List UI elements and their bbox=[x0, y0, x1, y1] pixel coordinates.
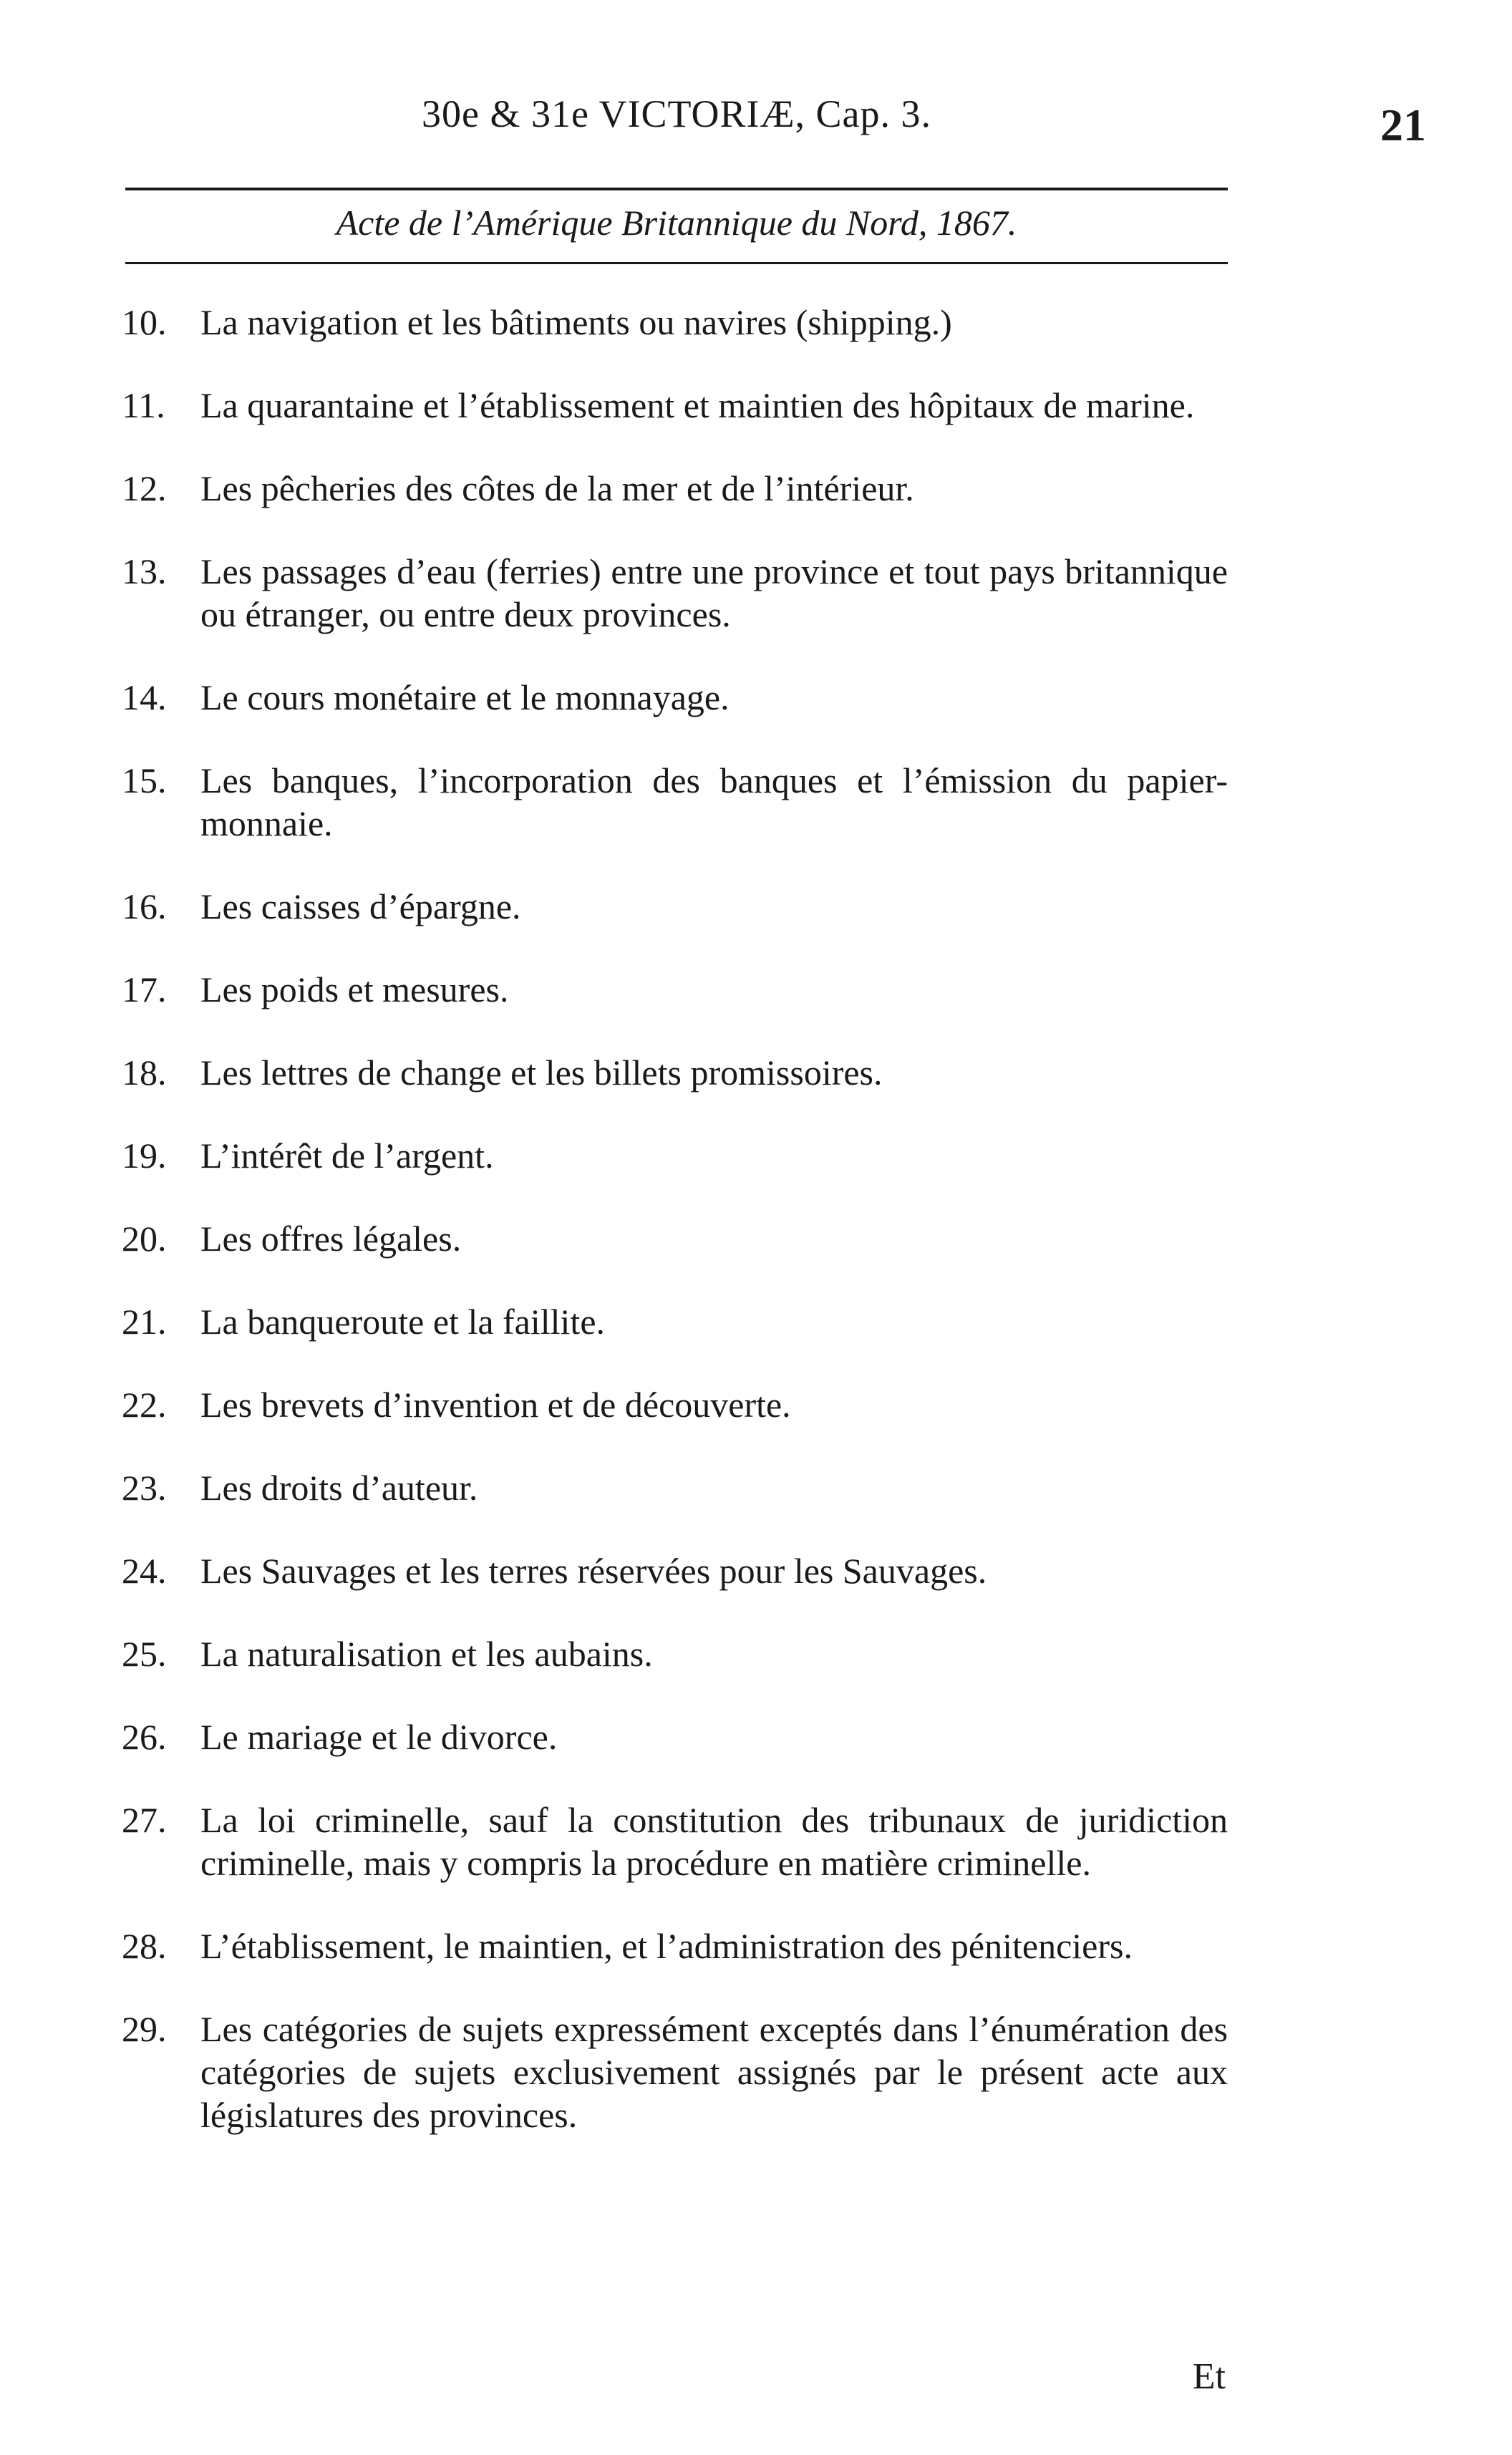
item-text: Les offres légales. bbox=[200, 1219, 462, 1259]
list-item bbox=[122, 301, 1228, 344]
item-number: 18. bbox=[122, 1052, 167, 1093]
list-item bbox=[122, 1632, 1228, 1675]
item-text: Le mariage et le divorce. bbox=[200, 1717, 558, 1757]
running-head bbox=[125, 92, 1228, 149]
list-item bbox=[122, 885, 1228, 928]
item-number: 25. bbox=[122, 1634, 167, 1674]
list-item bbox=[122, 676, 1228, 719]
header-rule-top bbox=[125, 188, 1228, 190]
item-number: 27. bbox=[122, 1800, 167, 1840]
list-item bbox=[122, 2008, 1228, 2136]
list-item bbox=[122, 1549, 1228, 1592]
item-number: 20. bbox=[122, 1219, 167, 1259]
page-number: 21 bbox=[1380, 100, 1426, 150]
item-text: Le cours monétaire et le monnayage. bbox=[200, 677, 730, 717]
item-text: Les caisses d’épargne. bbox=[200, 886, 521, 926]
item-number: 21. bbox=[122, 1302, 167, 1342]
item-text: Les banques, l’incorporation des banques et l’émission du papier-monnaie. bbox=[200, 760, 1228, 843]
item-text: Les lettres de change et les billets promissoires. bbox=[200, 1052, 883, 1093]
item-text: L’établissement, le maintien, et l’administration des pénitenciers. bbox=[200, 1926, 1133, 1966]
item-number: 15. bbox=[122, 760, 167, 800]
item-text: Les passages d’eau (ferries) entre une province et tout pays britannique ou étranger, ou entre deux provinces. bbox=[200, 551, 1228, 634]
item-text: Les pêcheries des côtes de la mer et de l’intérieur. bbox=[200, 468, 914, 508]
item-number: 26. bbox=[122, 1717, 167, 1757]
item-number: 29. bbox=[122, 2009, 167, 2049]
item-text: L’intérêt de l’argent. bbox=[200, 1136, 494, 1176]
list-item bbox=[122, 1383, 1228, 1426]
list-item bbox=[122, 1924, 1228, 1967]
item-number: 12. bbox=[122, 468, 167, 508]
list-item bbox=[122, 759, 1228, 845]
item-number: 19. bbox=[122, 1136, 167, 1176]
item-number: 23. bbox=[122, 1468, 167, 1508]
item-number: 28. bbox=[122, 1926, 167, 1966]
item-number: 24. bbox=[122, 1551, 167, 1591]
list-item bbox=[122, 384, 1228, 427]
item-number: 14. bbox=[122, 677, 167, 717]
header-rule-bottom bbox=[125, 262, 1228, 264]
list-item bbox=[122, 1798, 1228, 1884]
list-item bbox=[122, 1134, 1228, 1177]
item-number: 10. bbox=[122, 302, 167, 342]
list-item bbox=[122, 1300, 1228, 1343]
list-item bbox=[122, 968, 1228, 1011]
running-title: 30e & 31e VICTORIÆ, Cap. 3. bbox=[422, 92, 931, 135]
list-item bbox=[122, 1051, 1228, 1094]
item-number: 13. bbox=[122, 551, 167, 591]
item-text: La loi criminelle, sauf la constitution des tribunaux de juridiction criminelle, mais y compris la procédure en matière criminelle. bbox=[200, 1800, 1228, 1883]
item-number: 16. bbox=[122, 886, 167, 926]
list-item bbox=[122, 1715, 1228, 1758]
act-subtitle: Acte de l’Amérique Britannique du Nord, 1867. bbox=[336, 203, 1017, 243]
item-text: Les poids et mesures. bbox=[200, 969, 509, 1009]
item-text: Les Sauvages et les terres réservées pour les Sauvages. bbox=[200, 1551, 987, 1591]
list-item bbox=[122, 550, 1228, 636]
list-item bbox=[122, 1466, 1228, 1509]
item-number: 22. bbox=[122, 1385, 167, 1425]
item-number: 17. bbox=[122, 969, 167, 1009]
item-text: Les catégories de sujets expressément exceptés dans l’énumération des catégories de sujets exclusivement assignés par le présent acte aux législatures des provinces. bbox=[200, 2009, 1228, 2135]
item-text: Les droits d’auteur. bbox=[200, 1468, 478, 1508]
item-text: La navigation et les bâtiments ou navires (shipping.) bbox=[200, 302, 952, 342]
catchword: Et bbox=[1192, 2356, 1226, 2397]
item-text: La naturalisation et les aubains. bbox=[200, 1634, 653, 1674]
item-number: 11. bbox=[122, 385, 165, 425]
item-text: La banqueroute et la faillite. bbox=[200, 1302, 606, 1342]
enumerated-list bbox=[122, 301, 1228, 2176]
item-text: La quarantaine et l’établissement et maintien des hôpitaux de marine. bbox=[200, 385, 1195, 425]
list-item bbox=[122, 1217, 1228, 1260]
list-item bbox=[122, 467, 1228, 510]
item-text: Les brevets d’invention et de découverte. bbox=[200, 1385, 791, 1425]
